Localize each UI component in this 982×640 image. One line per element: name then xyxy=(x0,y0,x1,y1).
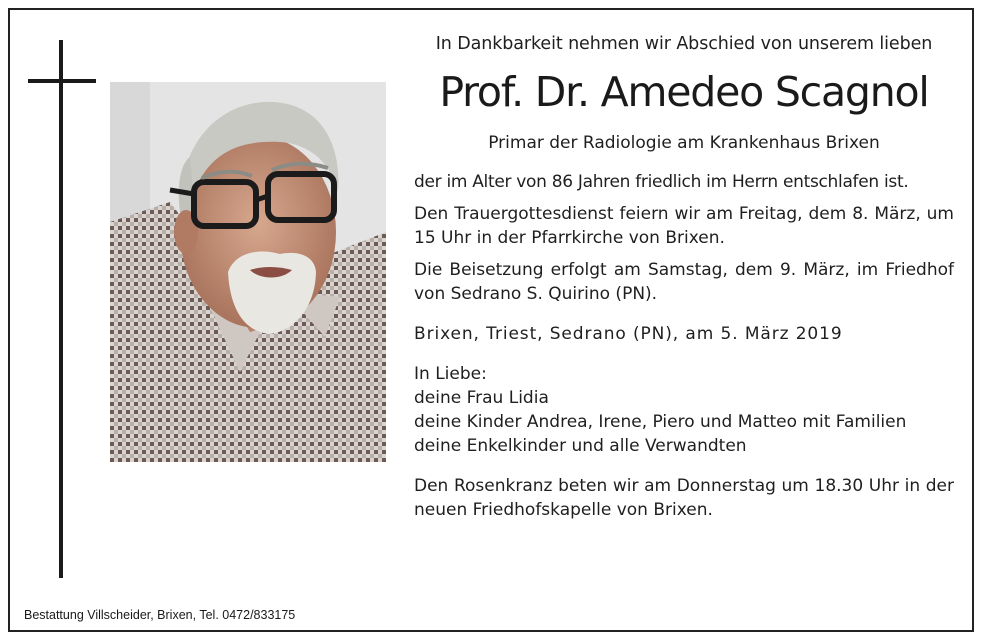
deceased-name: Prof. Dr. Amedeo Scagnol xyxy=(439,68,929,116)
obituary-text xyxy=(414,30,954,539)
burial-paragraph: Die Beisetzung erfolgt am Samstag, dem 9. März, im Friedhof von Sedrano S. Quirino (PN). xyxy=(414,260,954,304)
service-paragraph: Den Trauergottesdienst feiern wir am Freitag, dem 8. März, um 15 Uhr in der Pfarrkirche von Brixen. xyxy=(414,204,954,248)
deceased-title: Primar der Radiologie am Krankenhaus Brixen xyxy=(488,133,880,153)
cross-vertical-bar xyxy=(59,40,63,578)
funeral-home-footer: Bestattung Villscheider, Brixen, Tel. 0472/833175 xyxy=(24,608,296,622)
rosary-paragraph: Den Rosenkranz beten wir am Donnerstag um 18.30 Uhr in der neuen Friedhofskapelle von Brixen. xyxy=(414,476,954,520)
mourners-list xyxy=(414,362,954,458)
mourner-line: deine Kinder Andrea, Irene, Piero und Matteo mit Familien xyxy=(414,412,907,432)
mourner-line: deine Enkelkinder und alle Verwandten xyxy=(414,436,747,456)
intro-text: In Dankbarkeit nehmen wir Abschied von unserem lieben xyxy=(435,34,933,54)
mourner-line: deine Frau Lidia xyxy=(414,388,549,408)
cross-horizontal-bar xyxy=(28,79,96,83)
mourners-heading: In Liebe: xyxy=(414,364,487,384)
portrait-photo xyxy=(110,82,386,462)
place-date: Brixen, Triest, Sedrano (PN), am 5. März 2019 xyxy=(414,324,843,344)
age-paragraph: der im Alter von 86 Jahren friedlich im Herrn entschlafen ist. xyxy=(414,172,909,192)
